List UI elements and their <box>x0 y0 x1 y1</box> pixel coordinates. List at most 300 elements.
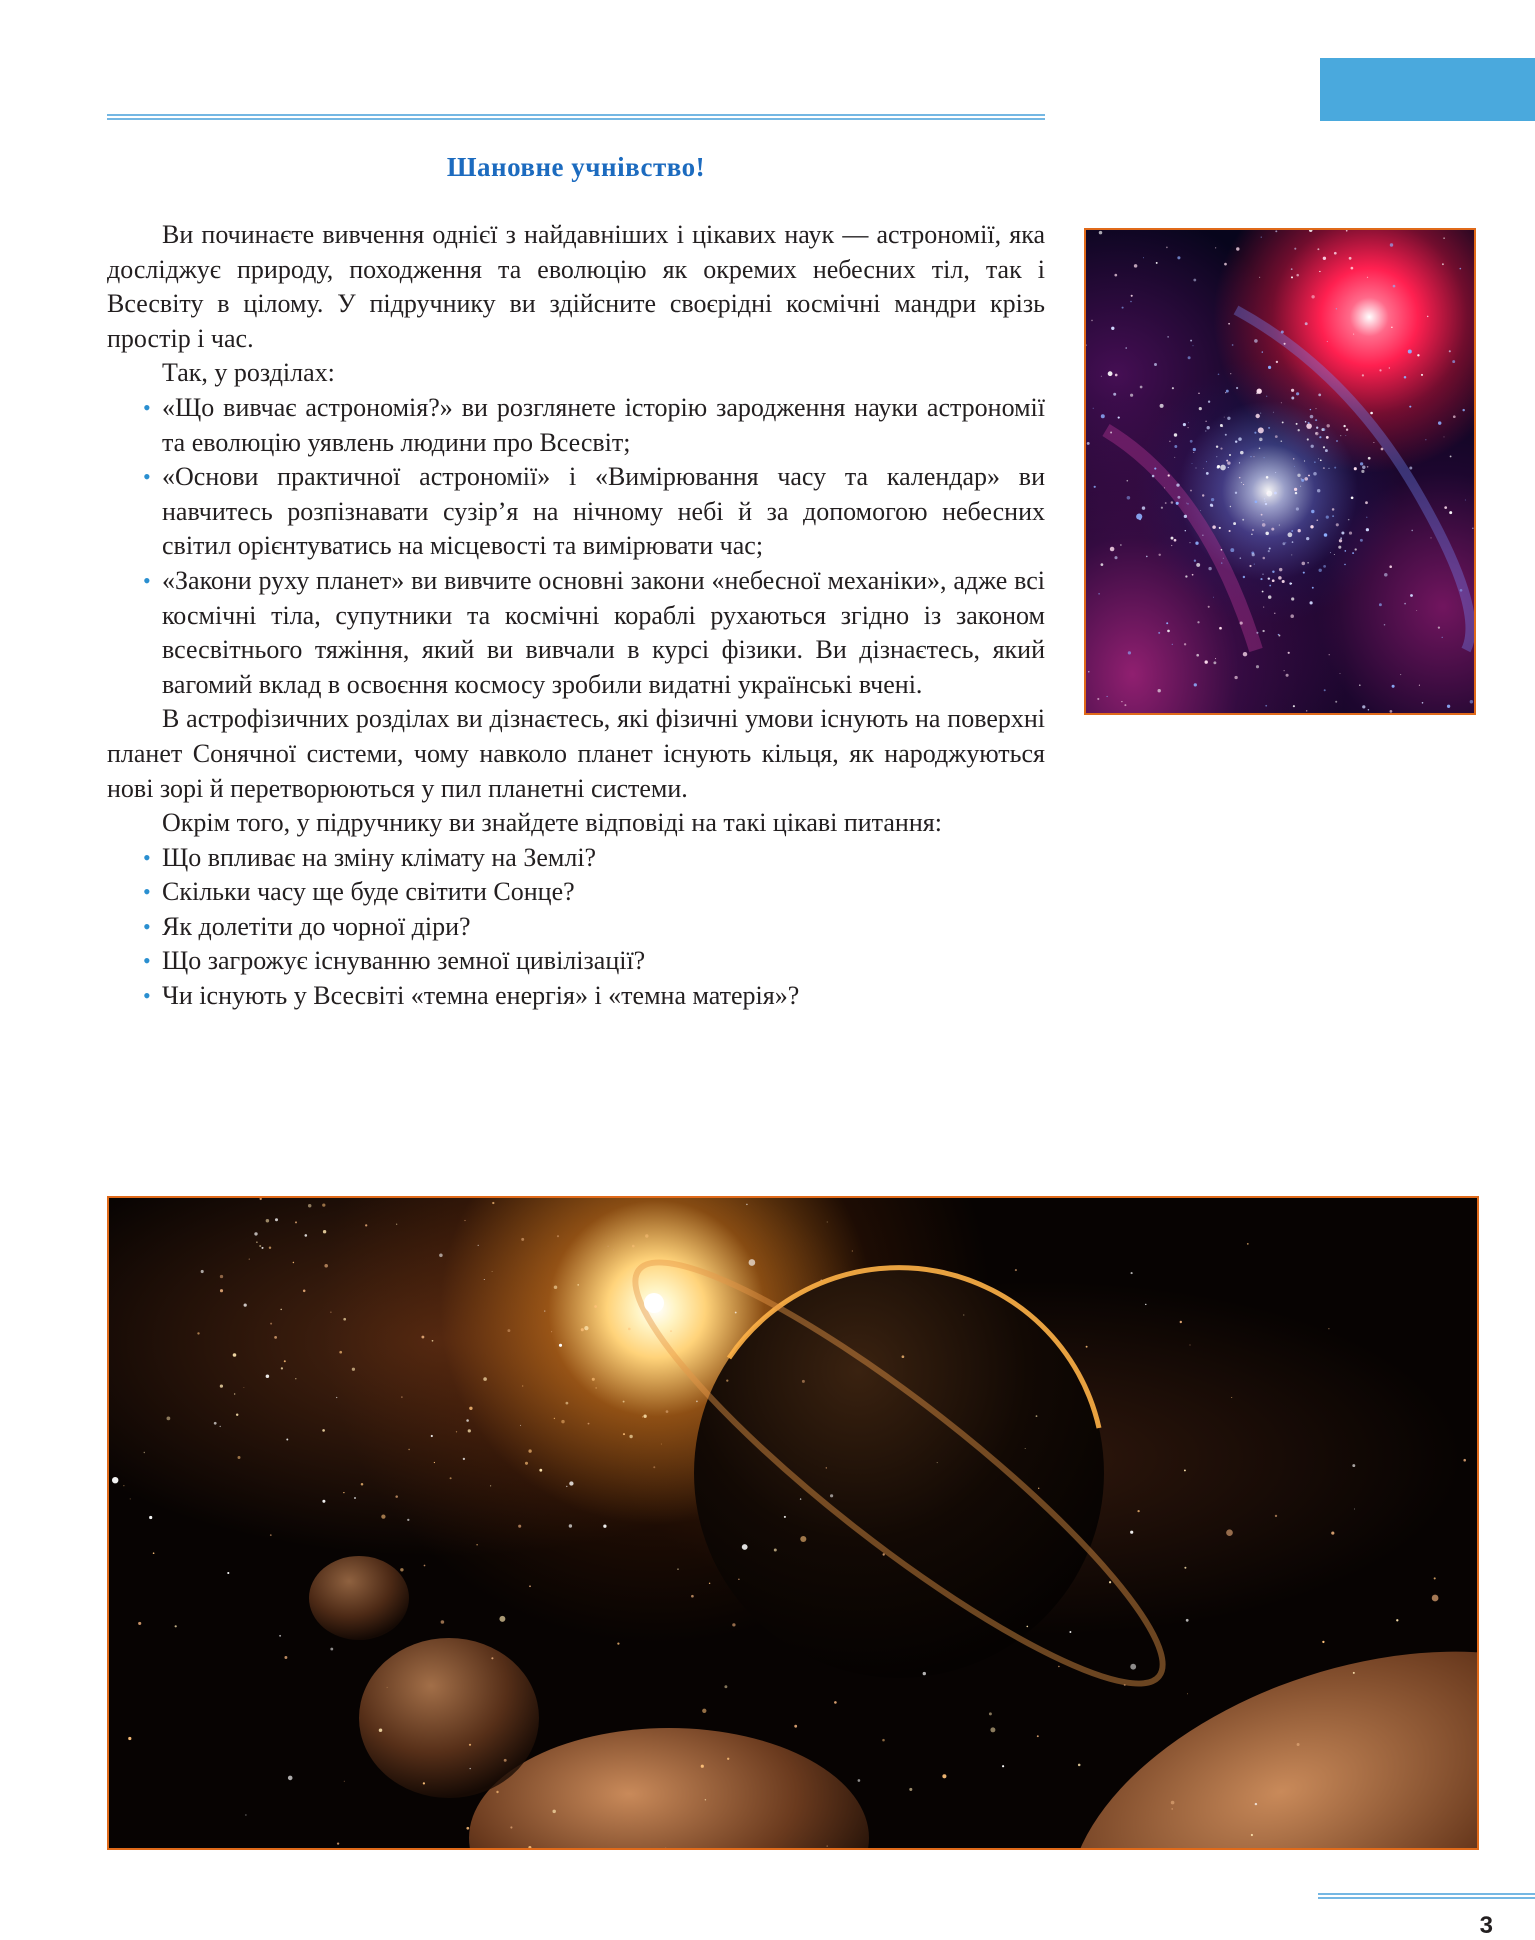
star-dot <box>623 1401 625 1403</box>
star-dot <box>279 1635 281 1637</box>
star-dot <box>1131 295 1133 297</box>
star-dot <box>1256 632 1258 634</box>
star-dot <box>1354 467 1357 470</box>
star-dot <box>1262 523 1266 527</box>
star-dot <box>324 1264 328 1268</box>
star-dot <box>492 1271 493 1272</box>
star-dot <box>1274 613 1275 614</box>
star-dot <box>1078 1764 1081 1767</box>
star-dot <box>1213 597 1214 598</box>
star-dot <box>1294 466 1295 467</box>
star-dot <box>1198 393 1199 394</box>
star-dot <box>1349 532 1352 535</box>
star-dot <box>1301 479 1304 482</box>
star-dot <box>1362 705 1365 708</box>
star-dot <box>544 1311 545 1312</box>
star-dot <box>1390 243 1393 246</box>
star-dot <box>1192 574 1194 576</box>
star-dot <box>1317 489 1320 492</box>
star-dot <box>1325 449 1328 452</box>
star-dot <box>441 1620 445 1624</box>
star-dot <box>431 1435 433 1437</box>
star-dot <box>491 1657 493 1659</box>
star-dot <box>1193 452 1194 453</box>
star-dot <box>396 1224 397 1225</box>
star-dot <box>529 1585 531 1587</box>
star-dot <box>1187 1693 1188 1694</box>
star-dot <box>1258 427 1264 433</box>
star-dot <box>1281 402 1282 403</box>
star-dot <box>1352 1464 1355 1467</box>
star-dot <box>1389 367 1390 368</box>
star-dot <box>1400 674 1401 675</box>
star-dot <box>942 1774 946 1778</box>
star-dot <box>1368 457 1371 460</box>
bullet-icon: • <box>143 879 151 905</box>
bullet-icon: • <box>143 567 151 593</box>
star-dot <box>1229 530 1231 532</box>
star-dot <box>1239 477 1241 479</box>
star-dot <box>1205 430 1206 431</box>
star-dot <box>1322 1641 1324 1643</box>
star-dot <box>1172 387 1174 389</box>
star-dot <box>882 1739 885 1742</box>
star-dot <box>1305 421 1307 423</box>
star-dot <box>249 1258 250 1259</box>
star-dot <box>1221 562 1222 563</box>
star-dot <box>274 1336 277 1339</box>
star-dot <box>466 1827 469 1830</box>
star-dot <box>1373 442 1374 443</box>
star-dot <box>1262 591 1264 593</box>
star-dot <box>989 1712 992 1715</box>
star-dot <box>1240 622 1243 625</box>
star-dot <box>1097 698 1099 700</box>
star-dot <box>1326 436 1329 439</box>
star-dot <box>1143 257 1144 258</box>
star-dot <box>1353 334 1354 335</box>
star-dot <box>220 1384 223 1387</box>
star-dot <box>469 1768 470 1769</box>
star-dot <box>1281 330 1284 333</box>
star-dot <box>1332 508 1335 511</box>
star-dot <box>1264 498 1265 499</box>
star-dot <box>1202 494 1204 496</box>
star-dot <box>1242 519 1244 521</box>
star-dot <box>507 1329 510 1332</box>
star-dot <box>1167 336 1168 337</box>
star-dot <box>1188 422 1189 423</box>
star-dot <box>1220 448 1222 450</box>
star-dot <box>1344 564 1345 565</box>
star-dot <box>1320 459 1322 461</box>
star-dot <box>167 1417 171 1421</box>
star-dot <box>1174 433 1177 436</box>
star-dot <box>463 1458 465 1460</box>
star-dot <box>800 1536 806 1542</box>
star-dot <box>1340 673 1341 674</box>
star-dot <box>434 1462 435 1463</box>
star-dot <box>1236 387 1238 389</box>
star-dot <box>1101 376 1102 377</box>
star-dot <box>1300 486 1301 487</box>
star-dot <box>197 1332 199 1334</box>
star-dot <box>259 1245 261 1247</box>
star-dot <box>521 1238 524 1241</box>
star-dot <box>1124 704 1126 706</box>
star-dot <box>323 1230 326 1233</box>
star-dot <box>1334 252 1337 255</box>
star-dot <box>1316 519 1318 521</box>
star-dot <box>339 1351 342 1354</box>
star-field-graphic <box>1086 230 1474 713</box>
star-dot <box>749 1259 756 1266</box>
star-dot <box>1312 587 1314 589</box>
star-dot <box>1379 369 1381 371</box>
star-dot <box>1318 394 1321 397</box>
star-dot <box>243 1387 244 1388</box>
star-dot <box>466 1419 469 1422</box>
star-dot <box>1340 537 1342 539</box>
star-dot <box>1226 460 1228 462</box>
star-dot <box>1432 1595 1439 1602</box>
star-dot <box>1161 507 1163 509</box>
star-dot <box>1174 539 1177 542</box>
bullet-icon: • <box>143 983 151 1009</box>
star-dot <box>1243 652 1247 656</box>
star-dot <box>424 1565 426 1567</box>
star-dot <box>592 1378 595 1381</box>
star-dot <box>1158 554 1160 556</box>
star-dot <box>1329 654 1330 655</box>
star-dot <box>1284 343 1286 345</box>
star-dot <box>1408 349 1412 353</box>
star-dot <box>1193 279 1196 282</box>
star-dot <box>1294 488 1297 491</box>
star-dot <box>1453 415 1456 418</box>
star-dot <box>1315 419 1317 421</box>
star-dot <box>1215 658 1216 659</box>
star-dot <box>269 1246 271 1248</box>
star-dot <box>1240 451 1244 455</box>
star-dot <box>1202 535 1203 536</box>
star-dot <box>1235 492 1237 494</box>
star-dot <box>1346 429 1348 431</box>
star-dot <box>432 1340 434 1342</box>
star-dot <box>1088 671 1089 672</box>
star-dot <box>1359 684 1361 686</box>
star-dot <box>400 1568 403 1571</box>
star-dot <box>827 1222 828 1223</box>
star-dot <box>456 1431 457 1432</box>
star-dot <box>308 1204 311 1207</box>
star-dot <box>1171 501 1174 504</box>
star-dot <box>1218 374 1220 376</box>
star-dot <box>1409 467 1412 470</box>
list-item: • «Що вивчає астрономія?» ви розглянете історію зародження науки астрономії та еволюцію уявлень людини про Всесвіт; <box>143 392 1045 457</box>
star-dot <box>1460 268 1462 270</box>
star-dot <box>1215 247 1216 248</box>
star-dot <box>1217 465 1220 468</box>
star-dot <box>1264 457 1265 458</box>
star-dot <box>726 1379 728 1381</box>
star-dot <box>1355 548 1357 550</box>
star-dot <box>1389 565 1392 568</box>
star-dot <box>1276 361 1278 363</box>
star-dot <box>1444 436 1445 437</box>
star-dot <box>1282 421 1284 423</box>
star-dot <box>1282 580 1285 583</box>
star-dot <box>1462 409 1464 411</box>
star-dot <box>1211 498 1214 501</box>
star-dot <box>539 1469 542 1472</box>
star-dot <box>407 1519 409 1521</box>
star-dot <box>1384 573 1388 577</box>
star-dot <box>1444 506 1447 509</box>
star-dot <box>352 1368 355 1371</box>
star-dot <box>365 1224 367 1226</box>
star-dot <box>1177 256 1180 259</box>
star-dot <box>1460 589 1463 592</box>
star-dot <box>552 1810 555 1813</box>
star-dot <box>1368 709 1370 711</box>
star-dot <box>1291 583 1292 584</box>
star-dot <box>1183 423 1186 426</box>
list-item: • Як долетіти до чорної діри? <box>107 910 1045 945</box>
star-dot <box>1255 1803 1257 1805</box>
star-dot <box>1323 467 1325 469</box>
star-dot <box>1142 506 1145 509</box>
star-dot <box>1158 689 1161 692</box>
star-dot <box>1296 423 1298 425</box>
star-dot <box>566 1486 567 1487</box>
star-dot <box>1160 404 1164 408</box>
star-dot <box>1058 1666 1059 1667</box>
star-dot <box>1025 1448 1026 1449</box>
star-dot <box>1310 601 1313 604</box>
star-dot <box>261 1247 263 1249</box>
star-dot <box>1177 496 1180 499</box>
star-dot <box>1275 230 1277 232</box>
star-dot <box>1447 705 1450 708</box>
star-dot <box>1449 350 1451 352</box>
star-dot <box>1291 268 1293 270</box>
bullet-icon: • <box>143 844 151 870</box>
star-dot <box>1137 1510 1139 1512</box>
star-dot <box>322 1500 325 1503</box>
star-dot <box>735 1312 737 1314</box>
star-dot <box>1366 528 1369 531</box>
star-dot <box>588 1423 590 1425</box>
star-dot <box>1231 1397 1232 1398</box>
star-dot <box>1222 426 1223 427</box>
star-dot <box>1341 531 1344 534</box>
star-dot <box>1304 477 1308 481</box>
star-dot <box>1263 607 1264 608</box>
star-dot <box>1463 1459 1466 1462</box>
star-dot <box>1101 563 1104 566</box>
star-dot <box>1216 456 1217 457</box>
star-dot <box>280 1309 282 1311</box>
star-dot <box>1114 556 1117 559</box>
star-dot <box>1271 528 1274 531</box>
star-dot <box>1262 351 1263 352</box>
star-dot <box>1259 448 1261 450</box>
star-dot <box>1230 548 1234 552</box>
star-dot <box>1275 1515 1277 1517</box>
star-dot <box>1419 685 1420 686</box>
star-dot <box>1306 710 1307 711</box>
star-dot <box>1313 472 1317 476</box>
star-dot <box>496 1791 498 1793</box>
star-dot <box>1298 529 1301 532</box>
star-dot <box>732 1623 735 1626</box>
star-dot <box>1139 518 1141 520</box>
star-dot <box>1416 610 1417 611</box>
star-dot <box>1425 439 1426 440</box>
footer-rule <box>1318 1893 1535 1900</box>
star-dot <box>705 1799 706 1800</box>
star-dot <box>1323 446 1325 448</box>
star-dot <box>484 1279 485 1280</box>
star-dot <box>1310 525 1313 528</box>
star-dot <box>1184 643 1186 645</box>
star-dot <box>1344 550 1346 552</box>
star-dot <box>1263 520 1264 521</box>
star-dot <box>834 1701 837 1704</box>
star-dot <box>1174 445 1177 448</box>
star-dot <box>1195 542 1198 545</box>
star-dot <box>1323 257 1326 260</box>
star-dot <box>1396 1619 1398 1621</box>
star-dot <box>1404 603 1406 605</box>
bullet-icon: • <box>143 948 151 974</box>
star-dot <box>1145 1304 1146 1305</box>
star-dot <box>1188 356 1191 359</box>
star-dot <box>746 1204 748 1206</box>
star-dot <box>361 1483 364 1486</box>
star-dot <box>1038 1488 1039 1489</box>
star-dot <box>1094 486 1096 488</box>
star-dot <box>1296 507 1299 510</box>
star-dot <box>1279 568 1282 571</box>
star-dot <box>1152 475 1155 478</box>
star-dot <box>1194 683 1197 686</box>
star-dot <box>1315 432 1318 435</box>
star-dot <box>1254 564 1255 565</box>
star-dot <box>1113 393 1116 396</box>
star-dot <box>1210 504 1213 507</box>
star-dot <box>1254 339 1258 343</box>
star-dot <box>1118 417 1120 419</box>
star-dot <box>1166 247 1168 249</box>
star-dot <box>1036 1415 1038 1417</box>
star-dot <box>1295 492 1297 494</box>
star-dot <box>1259 277 1260 278</box>
star-dot <box>1200 510 1201 511</box>
star-dot <box>1360 539 1363 542</box>
star-dot <box>1328 1328 1329 1329</box>
star-dot <box>1274 492 1277 495</box>
star-dot <box>1206 461 1207 462</box>
star-dot <box>1219 627 1222 630</box>
star-dot <box>1330 552 1331 553</box>
star-dot <box>227 1572 229 1574</box>
star-dot <box>1336 523 1339 526</box>
star-dot <box>1279 525 1280 526</box>
star-dot <box>632 1245 635 1248</box>
star-dot <box>1410 594 1413 597</box>
star-dot <box>1392 685 1395 688</box>
star-dot <box>784 1516 786 1518</box>
bullet-icon: • <box>143 464 151 490</box>
star-dot <box>1086 1346 1088 1348</box>
list-item: • «Основи практичної астрономії» і «Вимірювання часу та календар» ви навчитесь розпізнавати сузір’я на нічному небі й за допомогою небесних світил орієнтуватись на місцевості та вимірювати час; <box>143 462 1045 561</box>
star-dot <box>1176 483 1179 486</box>
star-dot <box>1288 532 1293 537</box>
star-dot <box>266 1374 270 1378</box>
star-dot <box>381 1514 385 1518</box>
star-dot <box>478 1245 479 1246</box>
star-dot <box>1087 442 1090 445</box>
star-dot <box>1393 285 1396 288</box>
star-dot <box>1262 574 1263 575</box>
star-dot <box>1404 376 1407 379</box>
star-dot <box>1365 501 1368 504</box>
star-dot <box>343 1492 344 1493</box>
star-dot <box>1268 427 1270 429</box>
star-dot <box>1184 1567 1186 1569</box>
star-dot <box>826 1467 827 1468</box>
star-dot <box>1331 1532 1334 1535</box>
star-dot <box>295 1378 296 1379</box>
star-dot <box>709 1583 710 1584</box>
star-dot <box>1269 547 1271 549</box>
star-dot <box>1240 557 1242 559</box>
star-dot <box>1187 503 1188 504</box>
star-dot <box>1239 462 1240 463</box>
main-text <box>107 218 1045 1014</box>
star-dot <box>1099 231 1103 235</box>
list-item: • Чи існують у Всесвіті «темна енергія» і «темна матерія»? <box>107 979 1045 1014</box>
star-dot <box>464 1220 465 1221</box>
star-dot <box>738 1579 740 1581</box>
star-dot <box>1353 1672 1355 1674</box>
star-dot <box>569 1524 572 1527</box>
star-dot <box>1091 320 1093 322</box>
star-dot <box>1272 579 1275 582</box>
star-dot <box>492 1202 494 1204</box>
star-dot <box>1226 1529 1233 1536</box>
star-dot <box>1268 366 1271 369</box>
star-dot <box>1156 262 1158 264</box>
star-dot <box>1254 432 1256 434</box>
star-dot <box>423 1782 425 1784</box>
star-dot <box>1438 626 1440 628</box>
star-dot <box>270 1323 272 1325</box>
star-dot <box>1130 1664 1136 1670</box>
star-dot <box>1190 440 1193 443</box>
star-dot <box>1196 468 1197 469</box>
star-dot <box>1336 440 1338 442</box>
star-dot <box>295 1221 297 1223</box>
star-dot <box>1302 562 1306 566</box>
star-dot <box>510 1826 512 1828</box>
star-dot <box>1169 441 1170 442</box>
star-dot <box>1197 621 1199 623</box>
star-dot <box>826 1845 827 1846</box>
star-dot <box>112 1477 118 1483</box>
